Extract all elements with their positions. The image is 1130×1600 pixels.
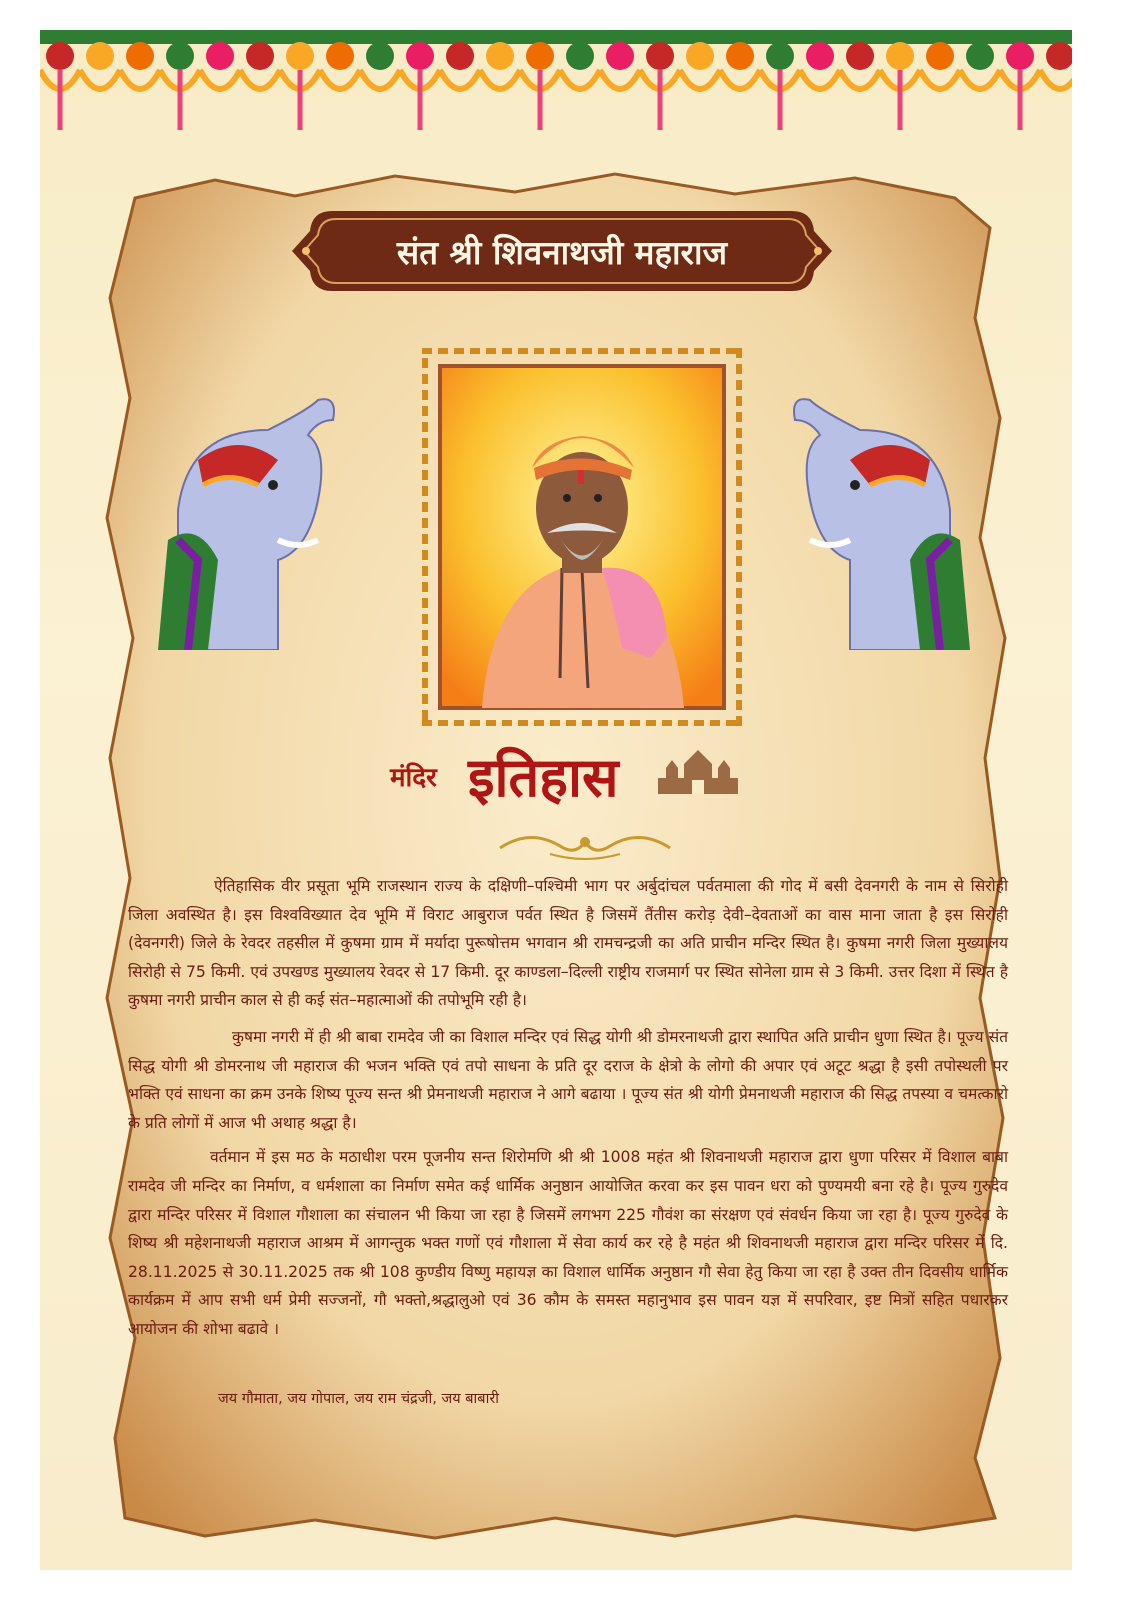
elephant-icon	[780, 390, 970, 650]
history-paragraph-3: वर्तमान में इस मठ के मठाधीश परम पूजनीय सन्त शिरोमणि श्री श्री 1008 महंत श्री शिवनाथजी महाराज द्वारा धुणा परिसर में विशाल बाबा रामदेव जी मन्दिर का निर्माण, व धर्मशाला का निर्माण समेत कई धार्मिक अनुष्ठान आयोजित करवा कर इस पावन धरा को पुण्यमयी बना रहे है। पूज्य गुरुदेव द्वारा मन्दिर परिसर में विशाल गौशाला का संचालन भी किया जा रहा है जिसमें लगभग 225 गौवंश का संरक्षण एवं संवर्धन किया जा रहा है। पूज्य गुरुदेव के शिष्य श्री महेशनाथजी महाराज आश्रम में आगन्तुक भक्त गणों एवं गौशाला में सेवा कार्य कर रहे है महंत श्री शिवनाथजी महाराज द्वारा मन्दिर परिसर में दि. 28.11.2025 से 30.11.2025 तक श्री 108 कुण्डीय विष्णु महायज्ञ का विशाल धार्मिक अनुष्ठान गौ सेवा हेतु किया जा रहा है उक्त तीन दिवसीय धार्मिक कार्यक्रम में आप सभी धर्म प्रेमी सज्जनों, गौ भक्तो,श्रद्धालुओ एवं 36 कौम के समस्त महानुभाव इस पावन यज्ञ में सपरिवार, इष्ट मित्रों सहित पधारकर आयोजन की शोभा बढावे ।	[128, 1148, 1008, 1338]
flourish-icon	[490, 828, 680, 864]
history-text	[128, 872, 1008, 1350]
history-paragraph-2: कुषमा नगरी में ही श्री बाबा रामदेव जी का विशाल मन्दिर एवं सिद्ध योगी श्री डोमरनाथजी द्वारा स्थापित अति प्राचीन धुणा स्थित है। पूज्य संत सिद्ध योगी श्री डोमरनाथ जी महाराज की भजन भक्ति एवं तपो साधना के प्रति दूर दराज के क्षेत्रो के लोगो की अपार एवं अटूट श्रद्धा है इसी तपोस्थली पर भक्ति एवं साधना का क्रम उनके शिष्य पूज्य सन्त श्री प्रेमनाथजी महाराज ने आगे बढाया । पूज्य संत श्री योगी प्रेमनाथजी महाराज की सिद्ध तपस्या व चमत्कारो के प्रति लोगों में आज भी अथाह श्रद्धा है।	[128, 1027, 1008, 1132]
section-title: इतिहास	[468, 745, 619, 809]
saint-portrait	[422, 348, 742, 726]
title-banner	[292, 205, 832, 297]
temple-icon	[658, 748, 738, 794]
elephant-icon	[158, 390, 348, 650]
invitation-page	[40, 30, 1072, 1570]
history-paragraph-1: ऐतिहासिक वीर प्रसूता भूमि राजस्थान राज्य के दक्षिणी–पश्चिमी भाग पर अर्बुदांचल पर्वतमाला की गोद में बसी देवनगरी के नाम से सिरोही जिला अवस्थित है। इस विश्वविख्यात देव भूमि में विराट आबुराज पर्वत स्थित है जिसमें तैंतीस करोड़ देवी–देवताओं का वास माना जाता है इस सिरोही (देवनगरी) जिले के रेवदर तहसील में कुषमा ग्राम में मर्यादा पुरूषोत्तम भगवान श्री रामचन्द्रजी का अति प्राचीन मन्दिर स्थित है। कुषमा नगरी जिला मुख्यालय सिरोही से 75 किमी. एवं उपखण्ड मुख्यालय रेवदर से 17 किमी. दूर काण्डला–दिल्ली राष्ट्रीय राजमार्ग पर स्थित सोनेला ग्राम से 3 किमी. उत्तर दिशा में स्थित है कुषमा नगरी प्राचीन काल से ही कई संत–महात्माओं की तपोभूमि रही है।	[128, 877, 1008, 1010]
closing-line: जय गौमाता, जय गोपाल, जय राम चंद्रजी, जय बाबारी	[218, 1391, 500, 1407]
garland-icon	[40, 30, 1072, 140]
section-prefix: मंदिर	[390, 763, 437, 793]
page-title: संत श्री शिवनाथजी महाराज	[396, 232, 728, 272]
section-heading	[390, 738, 750, 838]
